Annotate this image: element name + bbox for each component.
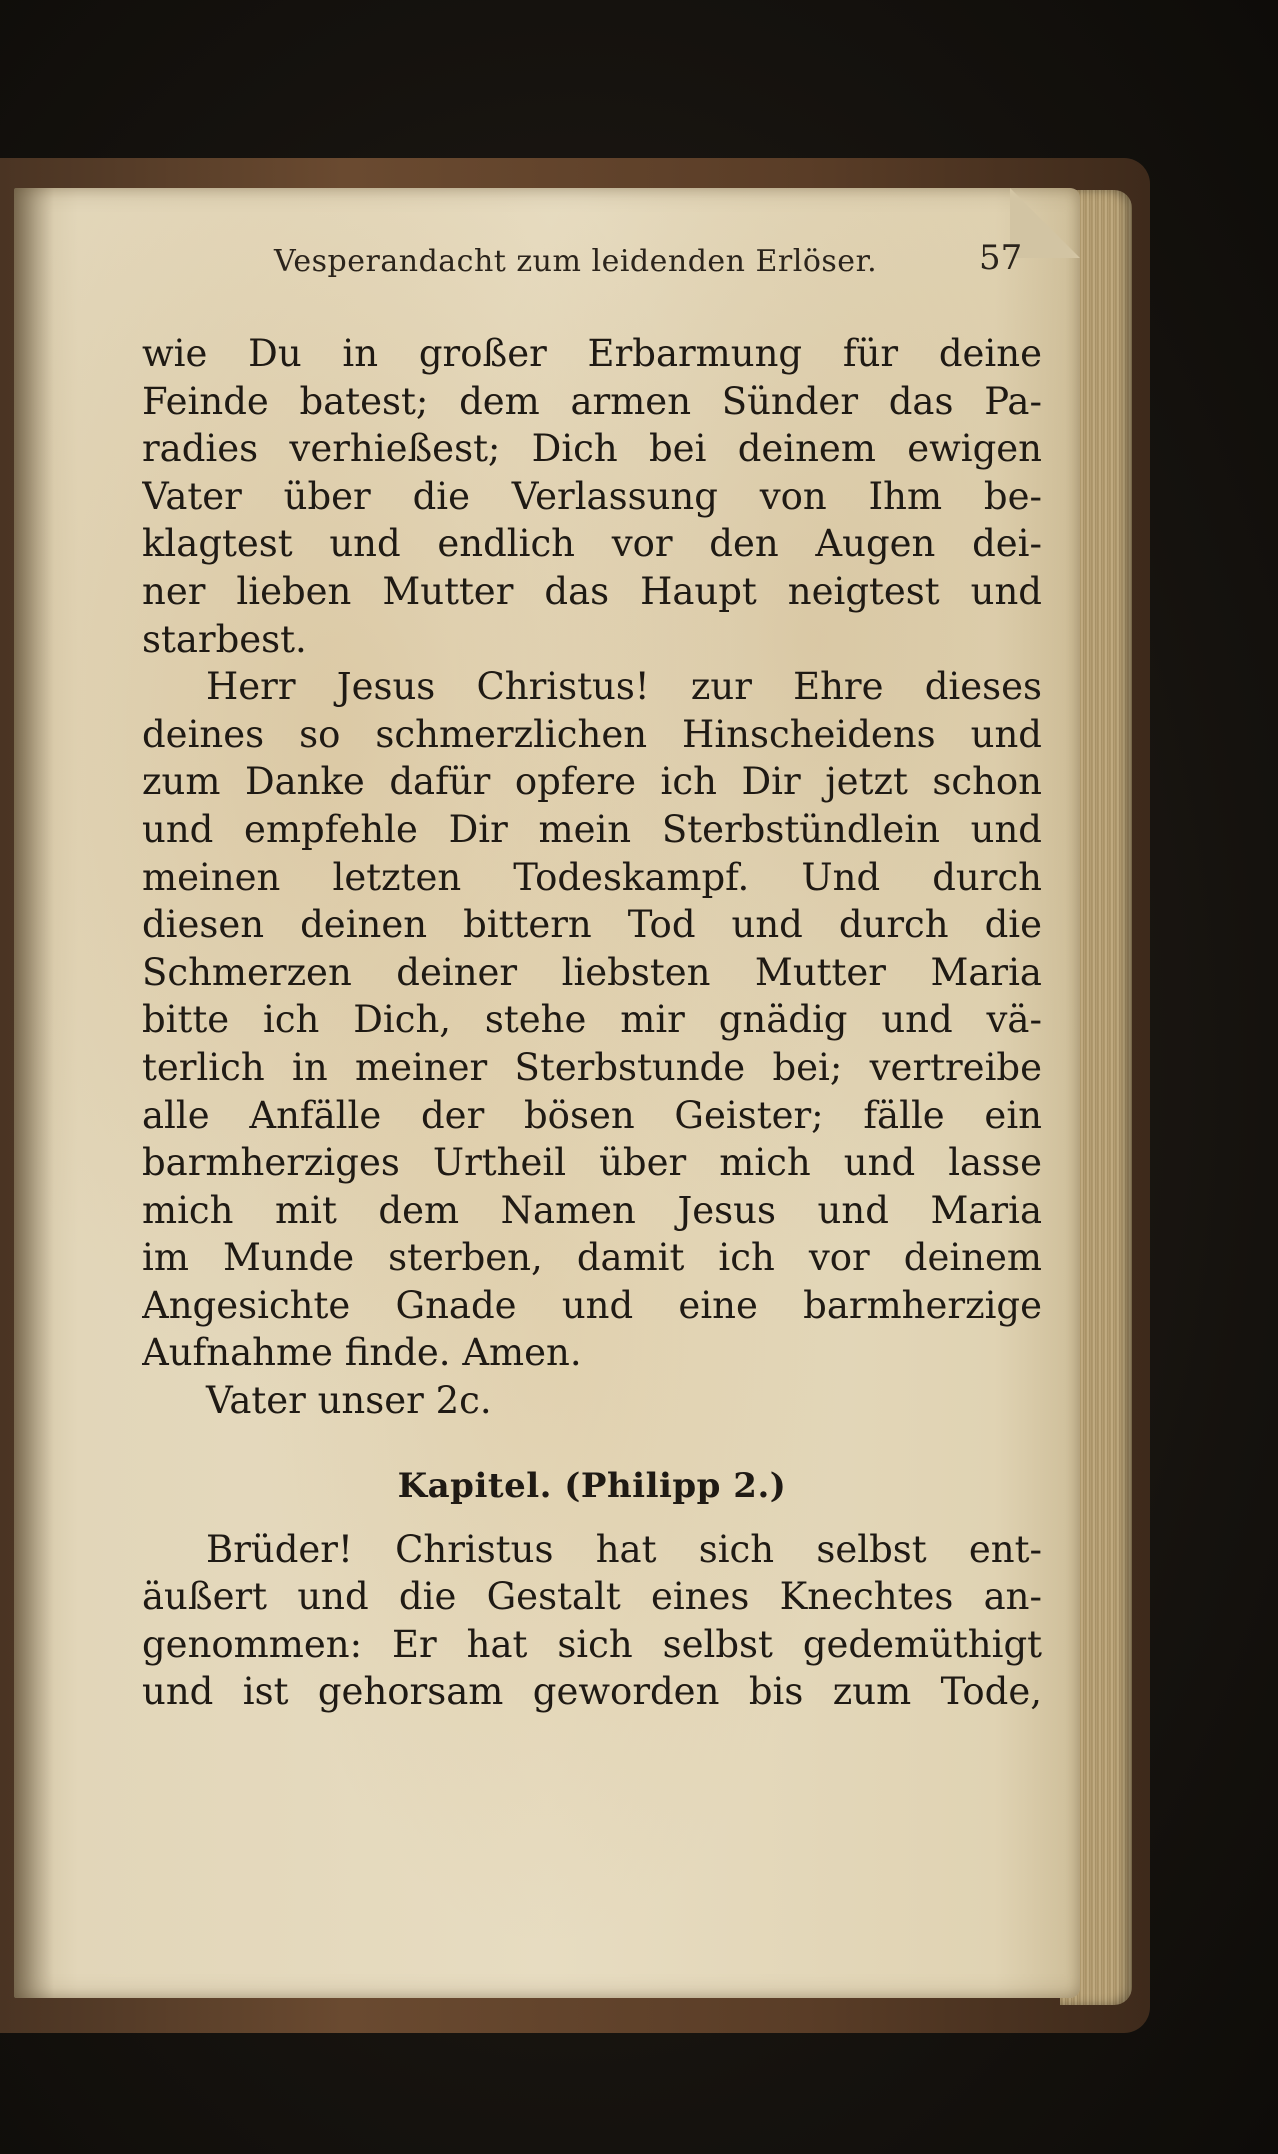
text-line: und ist gehorsam geworden bis zum Tode, (142, 1670, 1042, 1714)
body-text (142, 330, 1042, 1716)
text-line: Feinde batest; dem armen Sünder das Pa- (142, 379, 1042, 423)
text-line: barmherziges Urtheil über mich und lasse (142, 1141, 1042, 1185)
text-line: klagtest und endlich vor den Augen dei- (142, 522, 1042, 566)
text-line: Aufnahme finde. Amen. (142, 1331, 582, 1375)
text-line: Schmerzen deiner liebsten Mutter Maria (142, 950, 1042, 994)
text-line: Brüder! Christus hat sich selbst ent- (206, 1527, 1042, 1571)
text-line: genommen: Er hat sich selbst gedemüthigt (142, 1622, 1042, 1666)
text-line: bitte ich Dich, stehe mir gnädig und vä- (142, 998, 1042, 1042)
spine-shadow (14, 188, 54, 1998)
text-line: äußert und die Gestalt eines Knechtes an- (142, 1575, 1042, 1619)
page-number: 57 (979, 238, 1023, 278)
text-line: wie Du in großer Erbarmung für deine (142, 332, 1042, 375)
text-line: starbest. (142, 617, 307, 661)
text-line: meinen letzten Todeskampf. Und durch (142, 855, 1042, 899)
running-title: Vesperandacht zum leidenden Erlöser. (274, 244, 878, 279)
text-line: ner lieben Mutter das Haupt neigtest und (142, 569, 1042, 613)
text-line: Vater über die Verlassung von Ihm be- (142, 474, 1042, 518)
page-header (204, 238, 1034, 294)
book-page (14, 188, 1080, 1998)
text-line: Vater unser 2c. (206, 1379, 492, 1423)
chapter-heading: Kapitel. (Philipp 2.) (397, 1465, 787, 1506)
text-line: und empfehle Dir mein Sterbstündlein und (142, 807, 1042, 851)
text-line: zum Danke dafür opfere ich Dir jetzt schon (142, 760, 1042, 804)
text-line: deines so schmerzlichen Hinscheidens und (142, 712, 1042, 756)
text-line: Herr Jesus Christus! zur Ehre dieses (206, 665, 1042, 709)
text-line: diesen deinen bittern Tod und durch die (142, 903, 1042, 947)
text-line: radies verhießest; Dich bei deinem ewigen (142, 427, 1042, 471)
text-line: alle Anfälle der bösen Geister; fälle ein (142, 1093, 1042, 1137)
text-line: terlich in meiner Sterbstunde bei; vertreibe (142, 1045, 1042, 1089)
text-line: im Munde sterben, damit ich vor deinem (142, 1236, 1042, 1280)
text-line: mich mit dem Namen Jesus und Maria (142, 1188, 1042, 1232)
text-line: Angesichte Gnade und eine barmherzige (142, 1283, 1042, 1327)
